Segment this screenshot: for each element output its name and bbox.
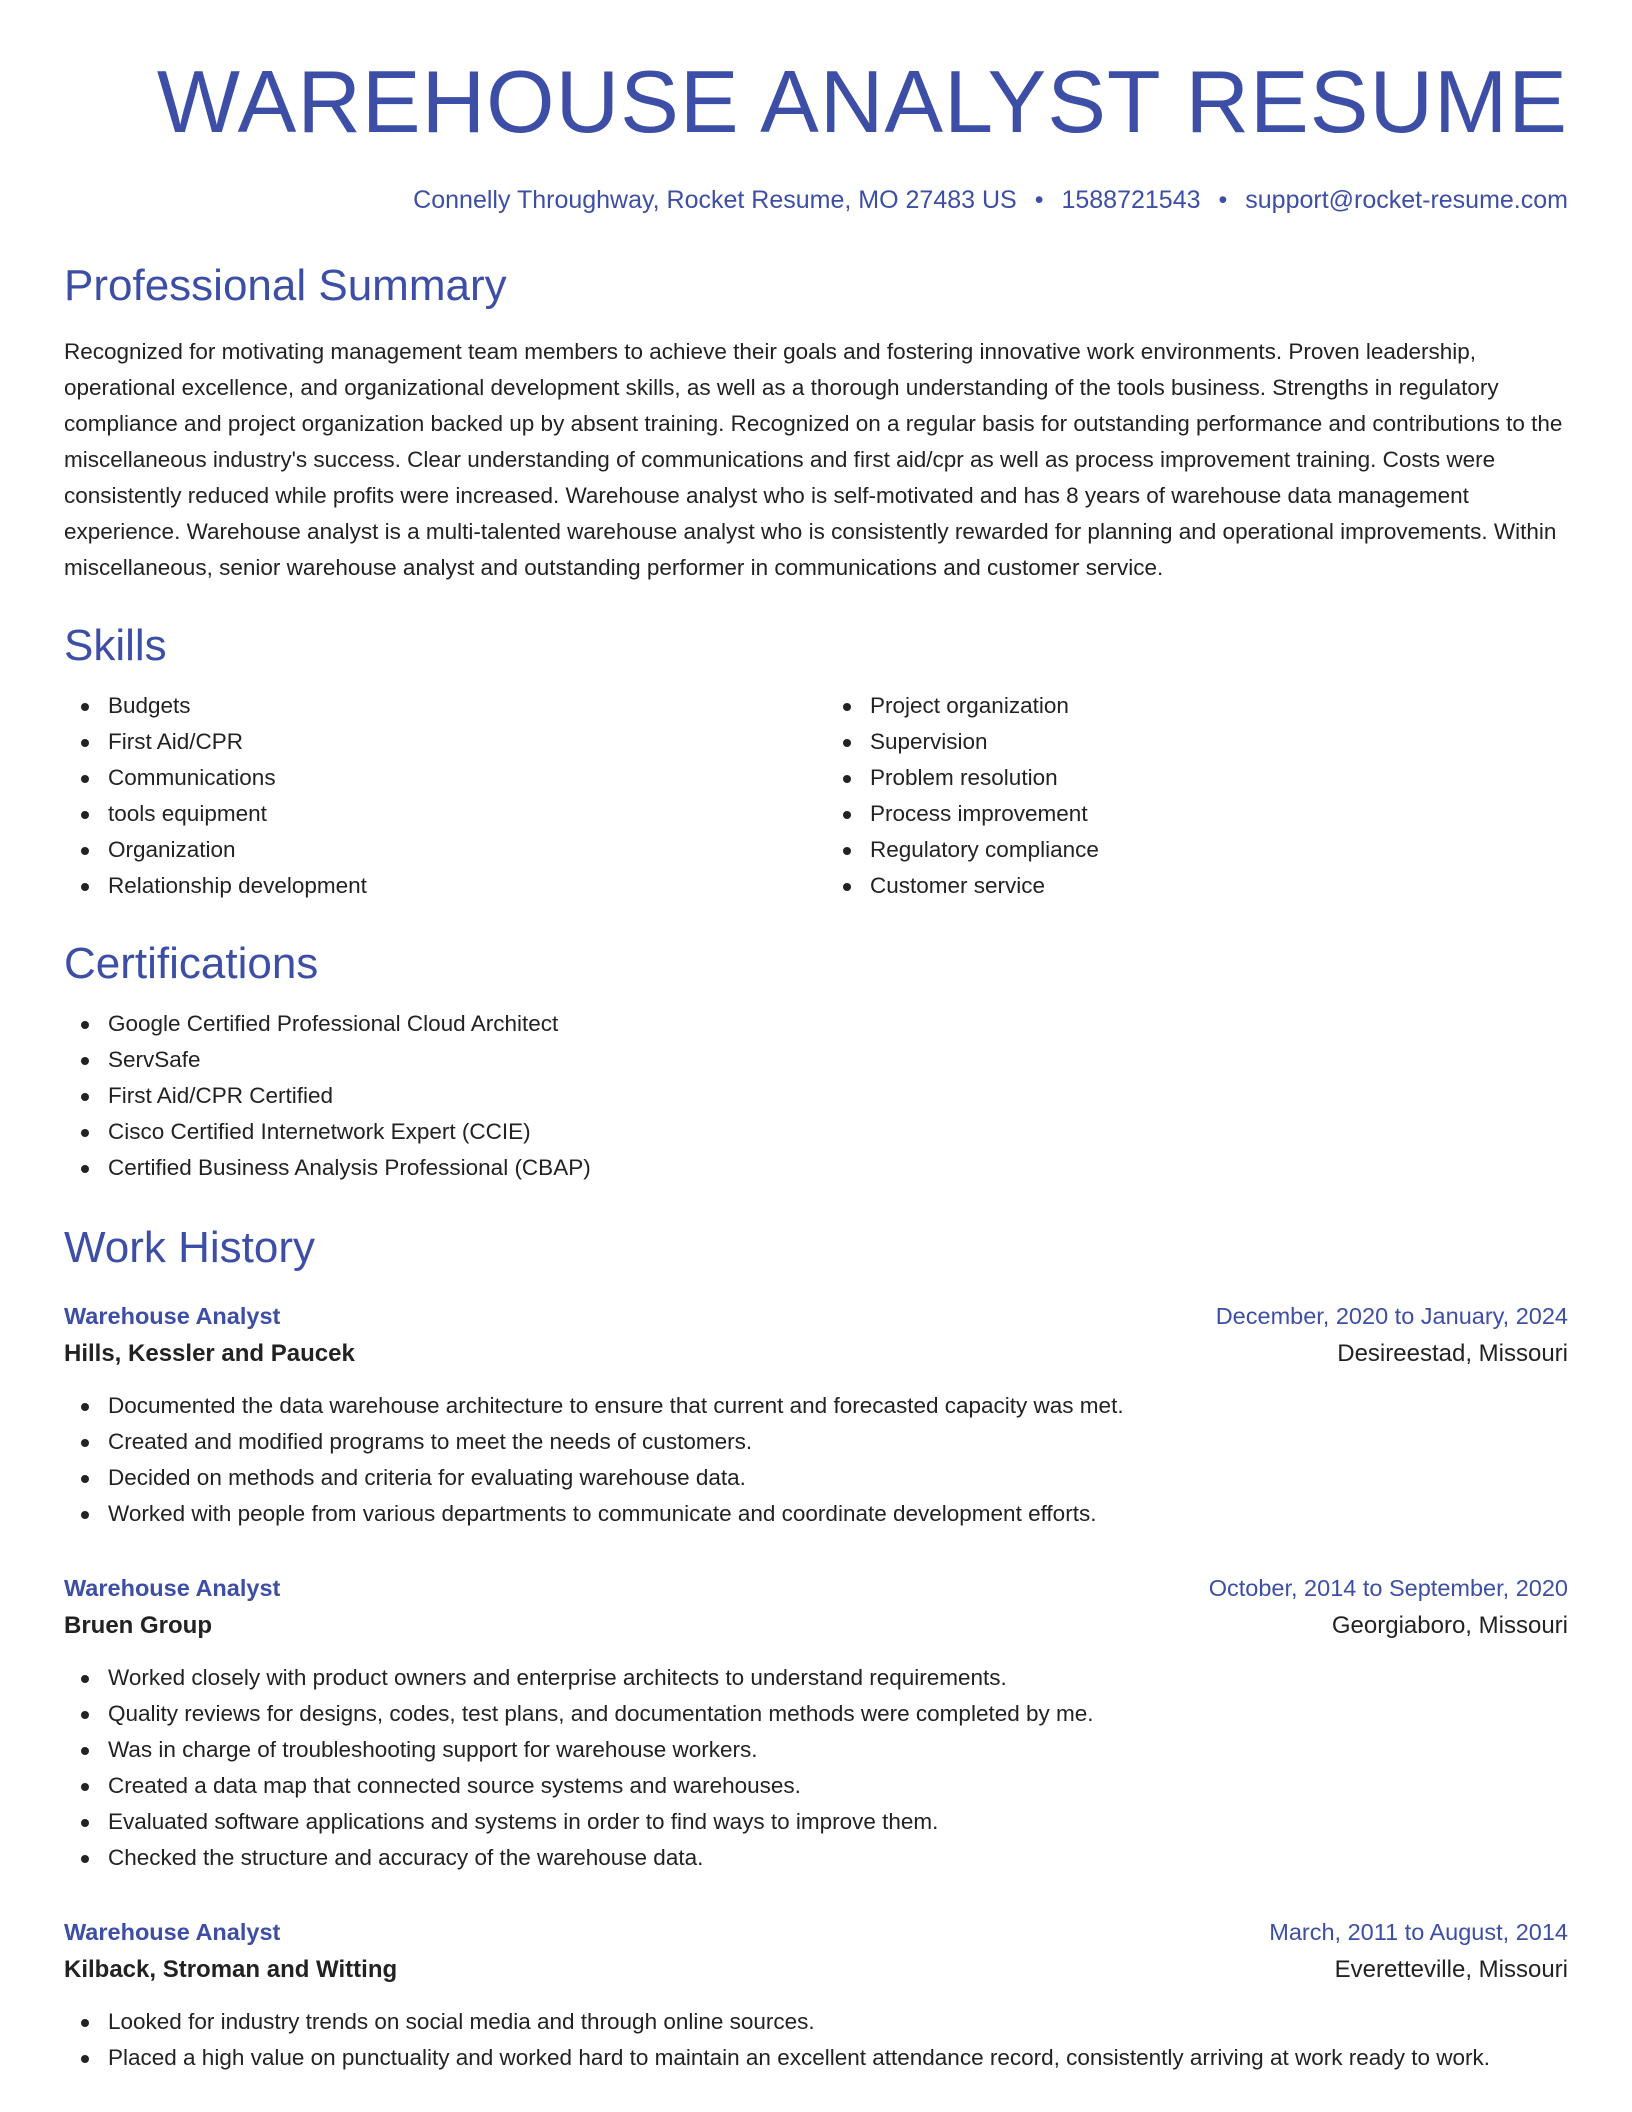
job-duty: Placed a high value on punctuality and worked hard to maintain an excellent attendance record, consistently arriving at work ready to work. (64, 2040, 1568, 2076)
contact-separator: • (1218, 186, 1228, 214)
contact-address: Connelly Throughway, Rocket Resume, MO 27483 US (413, 186, 1017, 214)
summary-text: Recognized for motivating management team members to achieve their goals and fostering innovative work environments. Proven leadership, operational excellence, and organizational development skills, as well as a thorough understanding of the tools business. Strengths in regulatory compliance and project organization backed up by absent training. Recognized on a regular basis for outstanding performance and contributions to the miscellaneous industry's success. Clear understanding of communications and first aid/cpr as well as process improvement training. Costs were consistently reduced while profits were increased. Warehouse analyst who is self-motivated and has 8 years of warehouse data management experience. Warehouse analyst is a multi-talented warehouse analyst who is consistently rewarded for planning and operational improvements. Within miscellaneous, senior warehouse analyst and outstanding performer in communications and customer service. (64, 339, 1563, 580)
summary-heading: Professional Summary (64, 261, 507, 310)
skills-grid (64, 688, 1568, 904)
certification-item: Google Certified Professional Cloud Architect (64, 1006, 1568, 1042)
job-duties-list (64, 2004, 1568, 2076)
certification-item: Cisco Certified Internetwork Expert (CCIE) (64, 1114, 1568, 1150)
certifications-heading: Certifications (64, 939, 319, 988)
job-duty: Worked closely with product owners and enterprise architects to understand requirements. (64, 1660, 1568, 1696)
contact-line (64, 184, 1568, 216)
skill-item: Problem resolution (826, 760, 1568, 796)
job-dates: December, 2020 to January, 2024 (1215, 1303, 1568, 1329)
job-company: Hills, Kessler and Paucek (64, 1340, 355, 1367)
job-duty: Worked with people from various departments to communicate and coordinate development efforts. (64, 1496, 1568, 1532)
job-title: Warehouse Analyst (64, 1575, 281, 1601)
job-company-row (64, 1950, 1568, 1990)
certification-item: First Aid/CPR Certified (64, 1078, 1568, 1114)
contact-separator: • (1034, 186, 1044, 214)
skill-item: tools equipment (64, 796, 806, 832)
summary-section (64, 260, 1568, 586)
job-title-row (64, 1914, 1568, 1950)
job-entry (64, 1570, 1568, 1876)
skill-item: Regulatory compliance (826, 832, 1568, 868)
skills-list-left (64, 688, 806, 904)
job-location: Georgiaboro, Missouri (1331, 1612, 1568, 1639)
skill-item: Customer service (826, 868, 1568, 904)
job-title-row (64, 1570, 1568, 1606)
skills-list-right (826, 688, 1568, 904)
job-duty: Created and modified programs to meet the needs of customers. (64, 1424, 1568, 1460)
certification-item: Certified Business Analysis Professional (CBAP) (64, 1150, 1568, 1186)
contact-phone[interactable]: 1588721543 (1061, 186, 1201, 214)
job-title-row (64, 1298, 1568, 1334)
skills-section (64, 620, 1568, 904)
skill-item: Communications (64, 760, 806, 796)
skill-item: Supervision (826, 724, 1568, 760)
job-duty: Checked the structure and accuracy of the warehouse data. (64, 1840, 1568, 1876)
job-duty: Was in charge of troubleshooting support for warehouse workers. (64, 1732, 1568, 1768)
job-company: Bruen Group (64, 1612, 212, 1639)
job-location: Desireestad, Missouri (1337, 1340, 1568, 1367)
job-duty: Documented the data warehouse architecture to ensure that current and forecasted capacity was met. (64, 1388, 1568, 1424)
resume-header (64, 0, 1568, 216)
job-entry (64, 1298, 1568, 1532)
job-duty: Looked for industry trends on social media and through online sources. (64, 2004, 1568, 2040)
job-dates: March, 2011 to August, 2014 (1269, 1919, 1568, 1945)
job-title: Warehouse Analyst (64, 1303, 281, 1329)
job-company-row (64, 1334, 1568, 1374)
job-dates: October, 2014 to September, 2020 (1208, 1575, 1568, 1601)
job-company: Kilback, Stroman and Witting (64, 1956, 398, 1983)
skills-heading: Skills (64, 621, 167, 670)
job-location: Everetteville, Missouri (1334, 1956, 1568, 1983)
skill-item: Project organization (826, 688, 1568, 724)
certification-item: ServSafe (64, 1042, 1568, 1078)
skill-item: Process improvement (826, 796, 1568, 832)
work-history-section (64, 1222, 1568, 2076)
job-duty: Evaluated software applications and systems in order to find ways to improve them. (64, 1804, 1568, 1840)
job-duty: Quality reviews for designs, codes, test plans, and documentation methods were completed by me. (64, 1696, 1568, 1732)
resume-title: WAREHOUSE ANALYST RESUME (156, 52, 1568, 151)
contact-email[interactable]: support@rocket-resume.com (1245, 186, 1568, 214)
job-title: Warehouse Analyst (64, 1919, 281, 1945)
job-duties-list (64, 1660, 1568, 1876)
skill-item: Budgets (64, 688, 806, 724)
job-duty: Created a data map that connected source systems and warehouses. (64, 1768, 1568, 1804)
work-history-heading: Work History (64, 1223, 315, 1272)
job-duties-list (64, 1388, 1568, 1532)
skill-item: Organization (64, 832, 806, 868)
job-duty: Decided on methods and criteria for evaluating warehouse data. (64, 1460, 1568, 1496)
certifications-section (64, 938, 1568, 1186)
resume-page (64, 0, 1568, 2112)
skill-item: First Aid/CPR (64, 724, 806, 760)
certifications-list (64, 1006, 1568, 1186)
job-entry (64, 1914, 1568, 2076)
skill-item: Relationship development (64, 868, 806, 904)
job-company-row (64, 1606, 1568, 1646)
